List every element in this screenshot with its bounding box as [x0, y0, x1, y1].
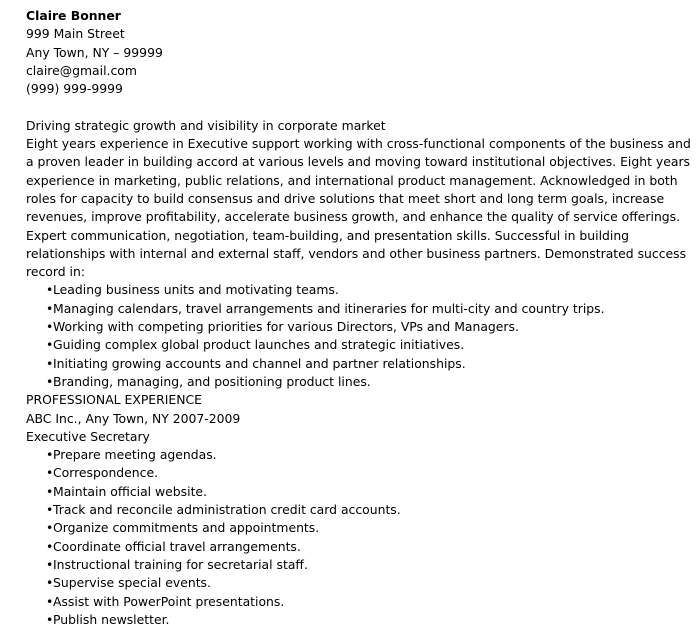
- summary-bullet-item: [26, 336, 666, 354]
- bullet-icon: •: [46, 355, 54, 371]
- summary-bullet-item: [26, 373, 666, 391]
- duty-item: [26, 574, 666, 592]
- job-title: Executive Secretary: [26, 428, 150, 444]
- experience-section: [26, 391, 666, 629]
- bullet-text: Working with competing priorities for various Directors, VPs and Managers.: [53, 319, 519, 335]
- bullet-text: Correspondence.: [53, 465, 159, 481]
- summary-line: record in:: [26, 264, 85, 280]
- section-spacer: [26, 98, 666, 116]
- bullet-text: Branding, managing, and positioning product lines.: [53, 373, 371, 389]
- bullet-text: Publish newsletter.: [53, 611, 170, 627]
- duty-item: [26, 483, 666, 501]
- bullet-icon: •: [46, 520, 54, 536]
- summary-line: revenues, improve profitability, accelerate business growth, and enhance the quality of service offerings.: [26, 209, 681, 225]
- summary-line: Expert communication, negotiation, team-building, and presentation skills. Successful in building: [26, 227, 630, 243]
- bullet-icon: •: [46, 575, 54, 591]
- bullet-icon: •: [46, 447, 54, 463]
- duties-bullet-list: [26, 446, 666, 629]
- email-address: claire@gmail.com: [26, 62, 137, 78]
- bullet-icon: •: [46, 373, 54, 389]
- bullet-icon: •: [46, 593, 54, 609]
- summary-line: Eight years experience in Executive support working with cross-functional components of the business and: [26, 136, 691, 152]
- duty-item: [26, 593, 666, 611]
- duty-item: [26, 464, 666, 482]
- bullet-text: Coordinate official travel arrangements.: [53, 538, 301, 554]
- summary-line: roles for capacity to build consensus and drive solutions that meet short and long term goals, increase: [26, 190, 665, 206]
- bullet-text: Assist with PowerPoint presentations.: [53, 593, 285, 609]
- summary-bullet-list: [26, 281, 666, 391]
- phone-number: (999) 999-9999: [26, 81, 123, 97]
- summary-bullet-item: [26, 355, 666, 373]
- summary-line: experience in marketing, public relations, and international product management. Acknowledged in both: [26, 172, 678, 188]
- summary-bullet-item: [26, 300, 666, 318]
- summary-headline: Driving strategic growth and visibility in corporate market: [26, 117, 386, 133]
- candidate-name: Claire Bonner: [26, 8, 121, 23]
- duty-item: [26, 538, 666, 556]
- summary-line: relationships with internal and external staff, vendors and other business partners. Demonstrated success: [26, 245, 687, 261]
- duty-item: [26, 446, 666, 464]
- experience-heading: PROFESSIONAL EXPERIENCE: [26, 392, 202, 408]
- bullet-text: Prepare meeting agendas.: [53, 447, 217, 463]
- duty-item: [26, 519, 666, 537]
- bullet-text: Guiding complex global product launches and strategic initiatives.: [53, 337, 465, 353]
- bullet-icon: •: [46, 502, 54, 518]
- summary-bullet-item: [26, 281, 666, 299]
- resume-document: [26, 7, 691, 629]
- bullet-text: Track and reconcile administration credit card accounts.: [53, 502, 401, 518]
- bullet-icon: •: [46, 465, 54, 481]
- duty-item: [26, 501, 666, 519]
- summary-bullet-item: [26, 318, 666, 336]
- street-address: 999 Main Street: [26, 26, 125, 42]
- city-state-zip: Any Town, NY – 99999: [26, 44, 163, 60]
- bullet-icon: •: [46, 300, 54, 316]
- bullet-icon: •: [46, 282, 54, 298]
- summary-section: [26, 117, 691, 391]
- bullet-text: Initiating growing accounts and channel and partner relationships.: [53, 355, 466, 371]
- bullet-text: Supervise special events.: [53, 575, 211, 591]
- bullet-text: Leading business units and motivating teams.: [53, 282, 339, 298]
- duty-item: [26, 611, 666, 629]
- contact-block: [26, 7, 666, 98]
- duty-item: [26, 556, 666, 574]
- bullet-icon: •: [46, 611, 54, 627]
- bullet-icon: •: [46, 556, 54, 572]
- bullet-icon: •: [46, 483, 54, 499]
- bullet-text: Organize commitments and appointments.: [53, 520, 320, 536]
- company-line: ABC Inc., Any Town, NY 2007-2009: [26, 410, 241, 426]
- bullet-text: Maintain official website.: [53, 483, 207, 499]
- bullet-text: Managing calendars, travel arrangements and itineraries for multi-city and country trips.: [53, 300, 605, 316]
- bullet-text: Instructional training for secretarial staff.: [53, 556, 308, 572]
- bullet-icon: •: [46, 337, 54, 353]
- bullet-icon: •: [46, 319, 54, 335]
- bullet-icon: •: [46, 538, 54, 554]
- summary-line: a proven leader in building accord at various levels and moving toward institutional objectives. Eight years: [26, 154, 690, 170]
